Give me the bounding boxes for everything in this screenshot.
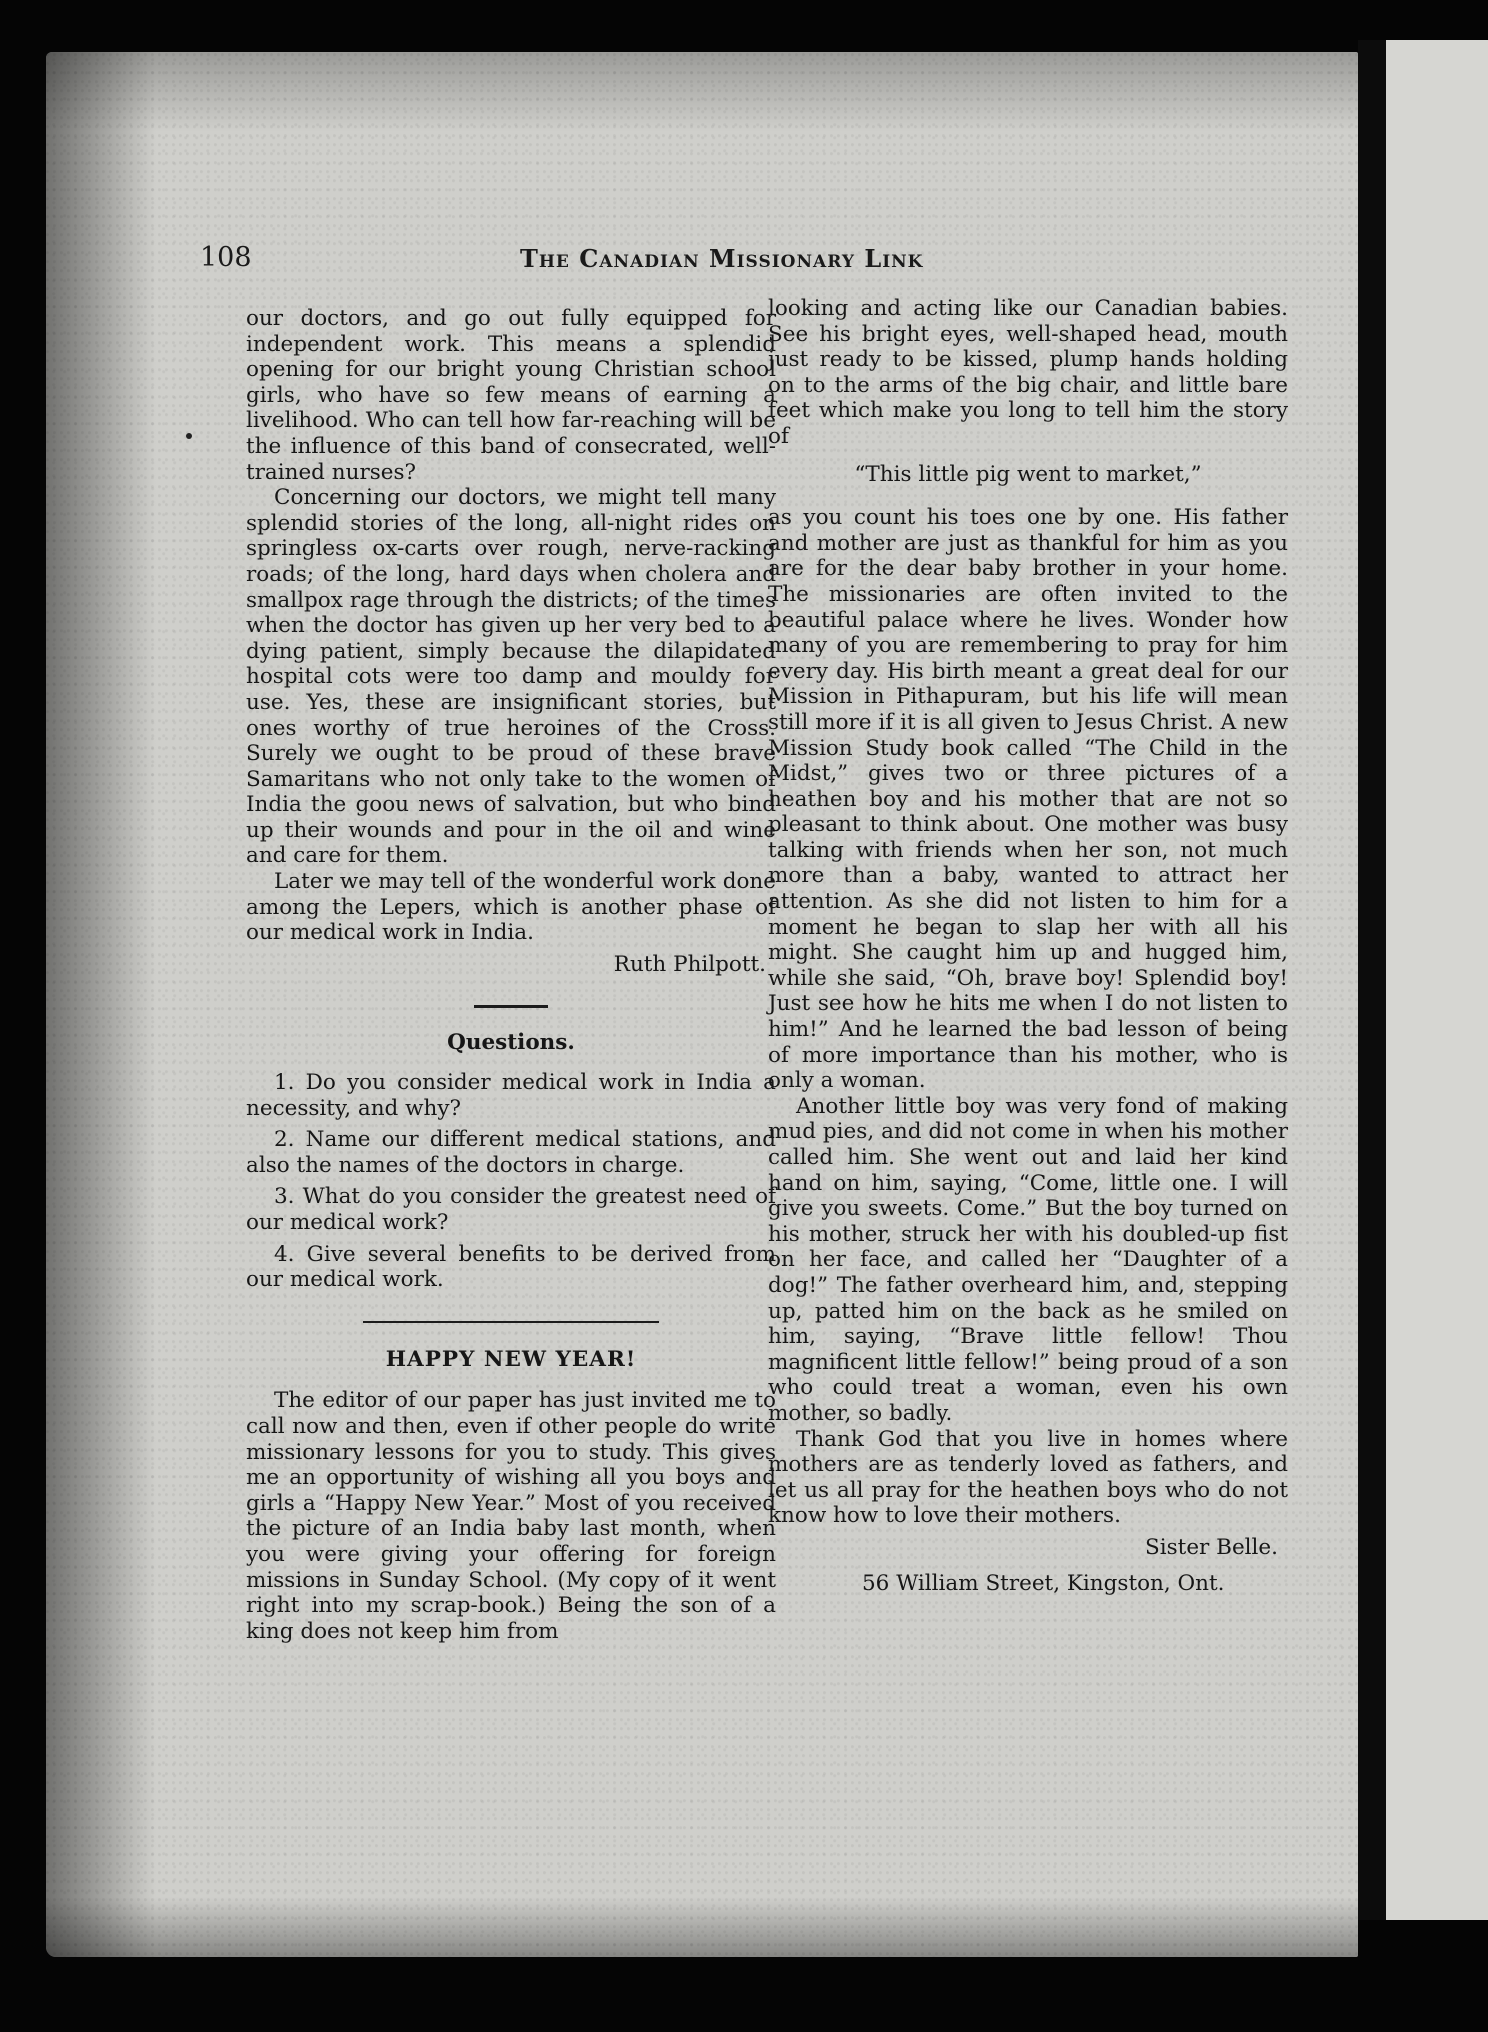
left-column [246, 306, 776, 1644]
question-item: 2. Name our different medical stations, and also the names of the doctors in charge. [246, 1127, 776, 1178]
divider [363, 1321, 659, 1323]
nursery-rhyme-quote: “This little pig went to market,” [854, 461, 1202, 487]
margin-mark [186, 433, 192, 439]
running-title: The Canadian Missionary Link [520, 244, 924, 273]
adjacent-page-strip [1358, 40, 1488, 1920]
page-header [200, 242, 1100, 282]
paragraph: Concerning our doctors, we might tell many splendid stories of the long, all-night rides on springless ox-carts over rough, nerve-racking roads; of the long, hard days when cholera and smallpox rage through the districts; of the times when the doctor has given up her very bed to a dying patient, simply because the dilapidated hospital cots were too damp and mouldy for use. Yes, these are insignificant stories, but ones worthy of true heroines of the Cross. Surely we ought to be proud of these brave Samaritans who not only take to the women of India the goou news of salvation, but who bind up their wounds and pour in the oil and wine and care for them. [246, 485, 776, 869]
question-item: 1. Do you consider medical work in India a necessity, and why? [246, 1070, 776, 1121]
question-item: 4. Give several benefits to be derived from our medical work. [246, 1241, 776, 1293]
author-signature: Ruth Philpott. [613, 951, 766, 977]
paragraph: Thank God that you live in homes where mothers are as tenderly loved as fathers, and let us all pray for the heathen boys who do not know how to love their mothers. [768, 1426, 1288, 1529]
binding-shadow [1358, 40, 1386, 1920]
paragraph: our doctors, and go out fully equipped for independent work. This means a splendid opening for our bright young Christian school girls, who have so few means of earning a livelihood. Who can tell how far-reaching will be the influence of this band of consecrated, well-trained nurses? [246, 306, 776, 485]
right-column [768, 296, 1288, 1596]
paragraph: Another little boy was very fond of making mud pies, and did not come in when his mother called him. She went out and laid her kind hand on him, saying, “Come, little one. I will give you sweets. Come.” But the boy turned on his mother, struck her with his doubled-up fist on her face, and called her “Daughter of a dog!” The father overheard him, and, stepping up, patted him on the back as he smiled on him, saying, “Brave little fellow! Thou magnificent little fellow!” being proud of a son who could treat a woman, even his own mother, so badly. [768, 1093, 1288, 1426]
paragraph: as you count his toes one by one. His father and mother are just as thankful for him as you are for the dear baby brother in your home. The missionaries are often invited to the beautiful palace where he lives. Wonder how many of you are remembering to pray for him every day. His birth meant a great deal for our Mission in Pithapuram, but his life will mean still more if it is all given to Jesus Christ. A new Mission Study book called “The Child in the Midst,” gives two or three pictures of a heathen boy and his mother that are not so pleasant to think about. One mother was busy talking with friends when her son, not much more than a baby, wanted to attract her attention. As she did not listen to him for a moment he began to slap her with all his might. She caught him up and hugged him, while she said, “Oh, brave boy! Splendid boy! Just see how he hits me when I do not listen to him!” And he learned the bad lesson of being of more importance than his mother, who is only a woman. [768, 505, 1288, 1094]
page-number: 108 [200, 242, 252, 273]
question-item: 3. What do you consider the greatest need of our medical work? [246, 1184, 776, 1235]
paragraph: looking and acting like our Canadian babies. See his bright eyes, well-shaped head, mouth just ready to be kissed, plump hands holding on to the arms of the big chair, and little bare feet which make you long to tell him the story of [768, 296, 1288, 449]
paragraph: The editor of our paper has just invited me to call now and then, even if other people do write missionary lessons for you to study. This gives me an opportunity of wishing all you boys and girls a “Happy New Year.” Most of you received the picture of an India baby last month, when you were giving your offering for foreign missions in Sunday School. (My copy of it went right into my scrap-book.) Being the son of a king does not keep him from [246, 1388, 776, 1644]
divider [474, 1005, 548, 1008]
author-signature: Sister Belle. [1145, 1534, 1278, 1560]
questions-heading: Questions. [447, 1030, 575, 1056]
page-shadow-bottom [46, 1897, 1358, 1957]
article-heading: HAPPY NEW YEAR! [385, 1346, 637, 1372]
page-shadow [46, 52, 156, 1957]
paragraph: Later we may tell of the wonderful work done among the Lepers, which is another phase of our medical work in India. [246, 869, 776, 946]
author-address: 56 William Street, Kingston, Ont. [862, 1570, 1225, 1596]
page-shadow-top [46, 52, 1358, 132]
